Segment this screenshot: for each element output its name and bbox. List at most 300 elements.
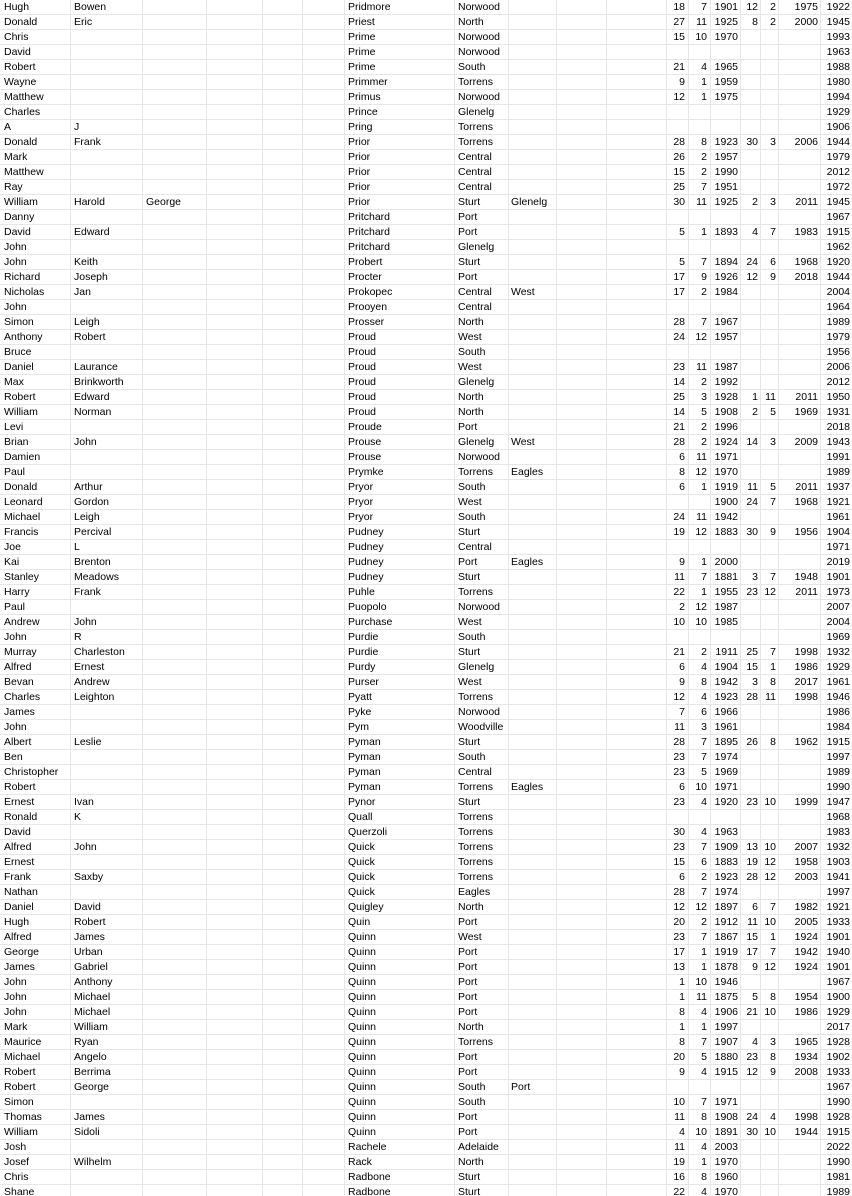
debut-year-cell[interactable]: 1906 (826, 121, 850, 133)
birth-year-cell[interactable]: 1891 (714, 1126, 738, 1138)
birth-day-cell[interactable]: 16 (673, 1171, 685, 1183)
birth-year-cell[interactable]: 1959 (714, 76, 738, 88)
death-month-cell[interactable]: 10 (764, 916, 776, 928)
surname-cell[interactable]: Pryor (348, 511, 374, 523)
second-name-cell[interactable]: Urban (74, 946, 103, 958)
birth-year-cell[interactable]: 1997 (714, 1021, 738, 1033)
birth-year-cell[interactable]: 1901 (714, 1, 738, 13)
birth-month-cell[interactable]: 4 (701, 1141, 707, 1153)
death-day-cell[interactable]: 15 (746, 661, 758, 673)
debut-year-cell[interactable]: 2007 (826, 601, 850, 613)
birth-day-cell[interactable]: 15 (673, 856, 685, 868)
first-name-cell[interactable]: Brian (4, 436, 29, 448)
club-cell[interactable]: Torrens (458, 856, 494, 868)
birth-day-cell[interactable]: 21 (673, 646, 685, 658)
debut-year-cell[interactable]: 1967 (826, 976, 850, 988)
birth-day-cell[interactable]: 11 (674, 571, 685, 583)
death-month-cell[interactable]: 12 (764, 871, 776, 883)
club-cell[interactable]: Norwood (458, 46, 501, 58)
first-name-cell[interactable]: John (4, 631, 27, 643)
surname-cell[interactable]: Pyman (348, 736, 381, 748)
surname-cell[interactable]: Primus (348, 91, 381, 103)
second-name-cell[interactable]: Meadows (74, 571, 119, 583)
surname-cell[interactable]: Purchase (348, 616, 393, 628)
death-year-cell[interactable]: 2011 (795, 196, 818, 208)
birth-year-cell[interactable]: 1904 (714, 661, 738, 673)
surname-cell[interactable]: Quinn (348, 1006, 377, 1018)
birth-month-cell[interactable]: 12 (695, 601, 707, 613)
death-year-cell[interactable]: 2011 (795, 391, 818, 403)
birth-day-cell[interactable]: 17 (673, 946, 685, 958)
surname-cell[interactable]: Prior (348, 136, 371, 148)
first-name-cell[interactable]: William (4, 196, 38, 208)
first-name-cell[interactable]: Richard (4, 271, 41, 283)
birth-year-cell[interactable]: 2000 (714, 556, 738, 568)
club-cell[interactable]: Port (458, 976, 478, 988)
birth-day-cell[interactable]: 9 (679, 1066, 685, 1078)
debut-year-cell[interactable]: 1901 (826, 571, 850, 583)
club-cell[interactable]: Torrens (458, 121, 494, 133)
debut-year-cell[interactable]: 1929 (826, 106, 850, 118)
birth-day-cell[interactable]: 23 (673, 841, 685, 853)
first-name-cell[interactable]: Thomas (4, 1111, 42, 1123)
club-cell[interactable]: South (458, 1081, 486, 1093)
debut-year-cell[interactable]: 1943 (826, 436, 850, 448)
debut-year-cell[interactable]: 1997 (826, 886, 850, 898)
debut-year-cell[interactable]: 1921 (826, 496, 850, 508)
birth-year-cell[interactable]: 1907 (714, 1036, 738, 1048)
birth-day-cell[interactable]: 17 (673, 286, 685, 298)
death-year-cell[interactable]: 2011 (795, 481, 818, 493)
second-name-cell[interactable]: R (74, 631, 82, 643)
birth-year-cell[interactable]: 1942 (714, 511, 738, 523)
surname-cell[interactable]: Quinn (348, 1096, 377, 1108)
debut-year-cell[interactable]: 1991 (826, 451, 850, 463)
birth-month-cell[interactable]: 2 (701, 646, 707, 658)
death-day-cell[interactable]: 30 (746, 1126, 758, 1138)
death-year-cell[interactable]: 1998 (794, 691, 818, 703)
debut-year-cell[interactable]: 1994 (826, 91, 850, 103)
first-name-cell[interactable]: Alfred (4, 661, 32, 673)
birth-day-cell[interactable]: 28 (673, 136, 685, 148)
first-name-cell[interactable]: John (4, 721, 27, 733)
birth-year-cell[interactable]: 1919 (714, 481, 738, 493)
birth-year-cell[interactable]: 1961 (714, 721, 738, 733)
first-name-cell[interactable]: Josef (4, 1156, 30, 1168)
surname-cell[interactable]: Purdy (348, 661, 376, 673)
death-year-cell[interactable]: 2008 (794, 1066, 818, 1078)
first-name-cell[interactable]: Joe (4, 541, 21, 553)
death-year-cell[interactable]: 1999 (794, 796, 818, 808)
birth-day-cell[interactable]: 28 (673, 736, 685, 748)
death-day-cell[interactable]: 12 (746, 1066, 758, 1078)
surname-cell[interactable]: Prooyen (348, 301, 388, 313)
first-name-cell[interactable]: Mark (4, 151, 28, 163)
first-name-cell[interactable]: Albert (4, 736, 32, 748)
first-name-cell[interactable]: Robert (4, 1066, 36, 1078)
birth-month-cell[interactable]: 11 (696, 361, 707, 373)
debut-year-cell[interactable]: 2017 (826, 1021, 850, 1033)
surname-cell[interactable]: Querzoli (348, 826, 388, 838)
birth-day-cell[interactable]: 20 (673, 1051, 685, 1063)
second-club-cell[interactable]: Port (511, 1081, 531, 1093)
first-name-cell[interactable]: William (4, 406, 38, 418)
club-cell[interactable]: Sturt (458, 526, 481, 538)
birth-day-cell[interactable]: 15 (673, 31, 685, 43)
surname-cell[interactable]: Proud (348, 406, 377, 418)
birth-month-cell[interactable]: 7 (701, 571, 707, 583)
first-name-cell[interactable]: Michael (4, 1051, 41, 1063)
debut-year-cell[interactable]: 1989 (826, 766, 850, 778)
club-cell[interactable]: Torrens (458, 811, 494, 823)
birth-month-cell[interactable]: 7 (701, 181, 707, 193)
surname-cell[interactable]: Pyman (348, 751, 381, 763)
second-name-cell[interactable]: David (74, 901, 101, 913)
surname-cell[interactable]: Quigley (348, 901, 384, 913)
first-name-cell[interactable]: Paul (4, 601, 26, 613)
surname-cell[interactable]: Pryor (348, 496, 374, 508)
birth-year-cell[interactable]: 1895 (714, 736, 738, 748)
surname-cell[interactable]: Quinn (348, 1081, 377, 1093)
death-month-cell[interactable]: 5 (770, 406, 776, 418)
club-cell[interactable]: Norwood (458, 706, 501, 718)
birth-day-cell[interactable]: 12 (673, 691, 685, 703)
debut-year-cell[interactable]: 1962 (826, 241, 850, 253)
surname-cell[interactable]: Quinn (348, 1111, 377, 1123)
death-day-cell[interactable]: 6 (752, 901, 758, 913)
birth-month-cell[interactable]: 2 (701, 871, 707, 883)
birth-year-cell[interactable]: 1894 (714, 256, 738, 268)
surname-cell[interactable]: Pridmore (348, 1, 391, 13)
surname-cell[interactable]: Puhle (348, 586, 375, 598)
first-name-cell[interactable]: Simon (4, 1096, 34, 1108)
third-name-cell[interactable]: George (146, 196, 182, 208)
debut-year-cell[interactable]: 1933 (826, 916, 850, 928)
death-day-cell[interactable]: 2 (752, 196, 758, 208)
birth-year-cell[interactable]: 1957 (714, 151, 738, 163)
first-name-cell[interactable]: Charles (4, 691, 41, 703)
surname-cell[interactable]: Quinn (348, 1021, 377, 1033)
debut-year-cell[interactable]: 1945 (826, 16, 850, 28)
first-name-cell[interactable]: Ernest (4, 796, 35, 808)
debut-year-cell[interactable]: 1981 (826, 1171, 850, 1183)
birth-year-cell[interactable]: 1925 (714, 16, 738, 28)
first-name-cell[interactable]: Chris (4, 31, 29, 43)
first-name-cell[interactable]: Daniel (4, 901, 34, 913)
birth-year-cell[interactable]: 1985 (714, 616, 738, 628)
club-cell[interactable]: Sturt (458, 646, 481, 658)
club-cell[interactable]: South (458, 61, 486, 73)
birth-month-cell[interactable]: 1 (701, 961, 707, 973)
birth-year-cell[interactable]: 1987 (714, 361, 738, 373)
death-day-cell[interactable]: 17 (746, 946, 758, 958)
surname-cell[interactable]: Prior (348, 151, 371, 163)
club-cell[interactable]: Port (458, 226, 478, 238)
surname-cell[interactable]: Quinn (348, 1051, 377, 1063)
second-name-cell[interactable]: John (74, 616, 97, 628)
first-name-cell[interactable]: Robert (4, 1081, 36, 1093)
birth-year-cell[interactable]: 1957 (714, 331, 738, 343)
club-cell[interactable]: Torrens (458, 136, 494, 148)
birth-month-cell[interactable]: 5 (701, 766, 707, 778)
debut-year-cell[interactable]: 1944 (826, 271, 850, 283)
second-name-cell[interactable]: George (74, 1081, 110, 1093)
second-name-cell[interactable]: Berrima (74, 1066, 111, 1078)
surname-cell[interactable]: Pym (348, 721, 369, 733)
club-cell[interactable]: Port (458, 1051, 478, 1063)
club-cell[interactable]: Central (458, 151, 492, 163)
first-name-cell[interactable]: Wayne (4, 76, 37, 88)
birth-year-cell[interactable]: 1971 (714, 451, 738, 463)
surname-cell[interactable]: Radbone (348, 1186, 391, 1196)
birth-month-cell[interactable]: 12 (695, 526, 707, 538)
first-name-cell[interactable]: Paul (4, 466, 26, 478)
second-name-cell[interactable]: Frank (74, 586, 101, 598)
birth-month-cell[interactable]: 2 (701, 166, 707, 178)
club-cell[interactable]: Woodville (458, 721, 504, 733)
birth-day-cell[interactable]: 17 (673, 271, 685, 283)
debut-year-cell[interactable]: 1903 (826, 856, 850, 868)
surname-cell[interactable]: Prime (348, 46, 376, 58)
birth-day-cell[interactable]: 28 (673, 436, 685, 448)
debut-year-cell[interactable]: 1915 (826, 736, 850, 748)
debut-year-cell[interactable]: 1961 (826, 511, 850, 523)
death-year-cell[interactable]: 2000 (794, 16, 818, 28)
first-name-cell[interactable]: John (4, 1006, 27, 1018)
birth-year-cell[interactable]: 1946 (714, 976, 738, 988)
birth-year-cell[interactable]: 1875 (714, 991, 738, 1003)
club-cell[interactable]: South (458, 751, 486, 763)
debut-year-cell[interactable]: 2004 (826, 286, 850, 298)
surname-cell[interactable]: Purser (348, 676, 379, 688)
birth-day-cell[interactable]: 8 (679, 1006, 685, 1018)
club-cell[interactable]: Torrens (458, 841, 494, 853)
death-day-cell[interactable]: 3 (752, 571, 758, 583)
birth-day-cell[interactable]: 23 (673, 796, 685, 808)
birth-month-cell[interactable]: 10 (695, 976, 707, 988)
debut-year-cell[interactable]: 2006 (826, 361, 850, 373)
surname-cell[interactable]: Proud (348, 361, 377, 373)
death-month-cell[interactable]: 4 (770, 1111, 776, 1123)
birth-month-cell[interactable]: 1 (701, 1021, 707, 1033)
second-club-cell[interactable]: Eagles (511, 466, 544, 478)
surname-cell[interactable]: Pritchard (348, 211, 391, 223)
death-year-cell[interactable]: 2018 (794, 271, 818, 283)
birth-year-cell[interactable]: 1911 (715, 646, 738, 658)
second-name-cell[interactable]: Frank (74, 136, 101, 148)
debut-year-cell[interactable]: 1979 (826, 151, 850, 163)
birth-month-cell[interactable]: 2 (701, 421, 707, 433)
birth-month-cell[interactable]: 6 (701, 856, 707, 868)
first-name-cell[interactable]: Bruce (4, 346, 32, 358)
death-day-cell[interactable]: 26 (746, 736, 758, 748)
birth-day-cell[interactable]: 6 (679, 451, 685, 463)
club-cell[interactable]: Port (458, 421, 478, 433)
second-name-cell[interactable]: Leigh (74, 511, 100, 523)
death-day-cell[interactable]: 3 (752, 676, 758, 688)
second-name-cell[interactable]: John (74, 841, 97, 853)
debut-year-cell[interactable]: 1980 (826, 76, 850, 88)
birth-year-cell[interactable]: 1951 (714, 181, 738, 193)
birth-day-cell[interactable]: 28 (673, 316, 685, 328)
birth-month-cell[interactable]: 4 (701, 691, 707, 703)
first-name-cell[interactable]: Daniel (4, 361, 34, 373)
birth-month-cell[interactable]: 11 (696, 511, 707, 523)
birth-day-cell[interactable]: 28 (673, 886, 685, 898)
club-cell[interactable]: North (458, 16, 484, 28)
second-name-cell[interactable]: Michael (74, 991, 111, 1003)
birth-month-cell[interactable]: 7 (701, 1036, 707, 1048)
death-month-cell[interactable]: 5 (770, 481, 776, 493)
surname-cell[interactable]: Radbone (348, 1171, 391, 1183)
death-day-cell[interactable]: 24 (746, 1111, 758, 1123)
club-cell[interactable]: Torrens (458, 1036, 494, 1048)
club-cell[interactable]: Norwood (458, 601, 501, 613)
debut-year-cell[interactable]: 1920 (826, 256, 850, 268)
first-name-cell[interactable]: Donald (4, 16, 38, 28)
club-cell[interactable]: Torrens (458, 826, 494, 838)
birth-month-cell[interactable]: 4 (701, 1066, 707, 1078)
birth-year-cell[interactable]: 1970 (714, 466, 738, 478)
club-cell[interactable]: North (458, 316, 484, 328)
debut-year-cell[interactable]: 1928 (826, 1036, 850, 1048)
birth-month-cell[interactable]: 2 (701, 286, 707, 298)
death-day-cell[interactable]: 5 (752, 991, 758, 1003)
surname-cell[interactable]: Proud (348, 376, 377, 388)
second-name-cell[interactable]: Edward (74, 391, 110, 403)
surname-cell[interactable]: Purdie (348, 646, 379, 658)
club-cell[interactable]: North (458, 391, 484, 403)
debut-year-cell[interactable]: 2022 (826, 1141, 850, 1153)
club-cell[interactable]: Central (458, 301, 492, 313)
club-cell[interactable]: South (458, 1096, 486, 1108)
birth-day-cell[interactable]: 6 (679, 661, 685, 673)
death-month-cell[interactable]: 10 (764, 1126, 776, 1138)
club-cell[interactable]: West (458, 931, 482, 943)
second-name-cell[interactable]: Percival (74, 526, 112, 538)
birth-year-cell[interactable]: 1971 (714, 781, 738, 793)
second-name-cell[interactable]: Eric (74, 16, 93, 28)
birth-month-cell[interactable]: 4 (701, 661, 707, 673)
birth-day-cell[interactable]: 24 (673, 331, 685, 343)
second-name-cell[interactable]: Gordon (74, 496, 110, 508)
debut-year-cell[interactable]: 1984 (826, 721, 850, 733)
birth-day-cell[interactable]: 22 (673, 586, 685, 598)
second-name-cell[interactable]: James (74, 1111, 105, 1123)
birth-year-cell[interactable]: 1996 (714, 421, 738, 433)
second-name-cell[interactable]: Laurance (74, 361, 118, 373)
death-year-cell[interactable]: 1969 (794, 406, 818, 418)
debut-year-cell[interactable]: 1946 (826, 691, 850, 703)
birth-year-cell[interactable]: 1966 (714, 706, 738, 718)
club-cell[interactable]: West (458, 496, 482, 508)
surname-cell[interactable]: Probert (348, 256, 383, 268)
first-name-cell[interactable]: Alfred (4, 841, 32, 853)
birth-month-cell[interactable]: 1 (701, 946, 707, 958)
birth-day-cell[interactable]: 23 (673, 766, 685, 778)
club-cell[interactable]: Torrens (458, 691, 494, 703)
death-month-cell[interactable]: 9 (770, 271, 776, 283)
surname-cell[interactable]: Procter (348, 271, 382, 283)
birth-day-cell[interactable]: 25 (673, 391, 685, 403)
first-name-cell[interactable]: Ernest (4, 856, 35, 868)
birth-day-cell[interactable]: 12 (673, 901, 685, 913)
birth-month-cell[interactable]: 7 (701, 751, 707, 763)
death-day-cell[interactable]: 4 (752, 226, 758, 238)
second-name-cell[interactable]: Ryan (74, 1036, 99, 1048)
surname-cell[interactable]: Quick (348, 841, 375, 853)
birth-year-cell[interactable]: 1923 (714, 871, 738, 883)
birth-year-cell[interactable]: 1942 (714, 676, 738, 688)
first-name-cell[interactable]: Christopher (4, 766, 59, 778)
birth-year-cell[interactable]: 1974 (714, 886, 738, 898)
death-month-cell[interactable]: 12 (764, 961, 776, 973)
birth-year-cell[interactable]: 1878 (714, 961, 738, 973)
surname-cell[interactable]: Priest (348, 16, 375, 28)
birth-day-cell[interactable]: 2 (679, 601, 685, 613)
birth-year-cell[interactable]: 1919 (714, 946, 738, 958)
death-year-cell[interactable]: 1942 (794, 946, 818, 958)
death-day-cell[interactable]: 11 (747, 481, 758, 493)
first-name-cell[interactable]: Max (4, 376, 24, 388)
club-cell[interactable]: West (458, 331, 482, 343)
death-day-cell[interactable]: 9 (752, 961, 758, 973)
death-month-cell[interactable]: 9 (770, 1066, 776, 1078)
club-cell[interactable]: Norwood (458, 1, 501, 13)
first-name-cell[interactable]: Robert (4, 781, 36, 793)
birth-year-cell[interactable]: 1965 (714, 61, 738, 73)
debut-year-cell[interactable]: 1947 (826, 796, 850, 808)
death-day-cell[interactable]: 23 (746, 1051, 758, 1063)
surname-cell[interactable]: Pudney (348, 556, 384, 568)
club-cell[interactable]: Sturt (458, 796, 481, 808)
second-name-cell[interactable]: James (74, 931, 105, 943)
death-month-cell[interactable]: 10 (764, 796, 776, 808)
death-year-cell[interactable]: 1968 (794, 256, 818, 268)
surname-cell[interactable]: Quinn (348, 931, 377, 943)
first-name-cell[interactable]: David (4, 226, 31, 238)
birth-year-cell[interactable]: 1967 (714, 316, 738, 328)
second-name-cell[interactable]: K (74, 811, 82, 823)
debut-year-cell[interactable]: 1901 (826, 931, 850, 943)
birth-month-cell[interactable]: 4 (701, 1006, 707, 1018)
club-cell[interactable]: Torrens (458, 466, 494, 478)
debut-year-cell[interactable]: 1964 (826, 301, 850, 313)
second-name-cell[interactable]: Angelo (74, 1051, 107, 1063)
birth-month-cell[interactable]: 11 (696, 16, 707, 28)
death-month-cell[interactable]: 3 (770, 1036, 776, 1048)
surname-cell[interactable]: Prior (348, 181, 371, 193)
first-name-cell[interactable]: Nicholas (4, 286, 45, 298)
second-name-cell[interactable]: Keith (74, 256, 98, 268)
birth-year-cell[interactable]: 1906 (714, 1006, 738, 1018)
first-name-cell[interactable]: John (4, 256, 27, 268)
second-name-cell[interactable]: Sidoli (74, 1126, 100, 1138)
surname-cell[interactable]: Rack (348, 1156, 372, 1168)
debut-year-cell[interactable]: 1968 (826, 811, 850, 823)
birth-month-cell[interactable]: 6 (701, 706, 707, 718)
surname-cell[interactable]: Prouse (348, 436, 382, 448)
club-cell[interactable]: Sturt (458, 256, 481, 268)
death-month-cell[interactable]: 8 (770, 1051, 776, 1063)
surname-cell[interactable]: Pudney (348, 541, 384, 553)
club-cell[interactable]: Central (458, 541, 492, 553)
surname-cell[interactable]: Proud (348, 391, 377, 403)
birth-month-cell[interactable]: 8 (701, 676, 707, 688)
first-name-cell[interactable]: Simon (4, 316, 34, 328)
birth-month-cell[interactable]: 4 (701, 61, 707, 73)
death-year-cell[interactable]: 1968 (794, 496, 818, 508)
